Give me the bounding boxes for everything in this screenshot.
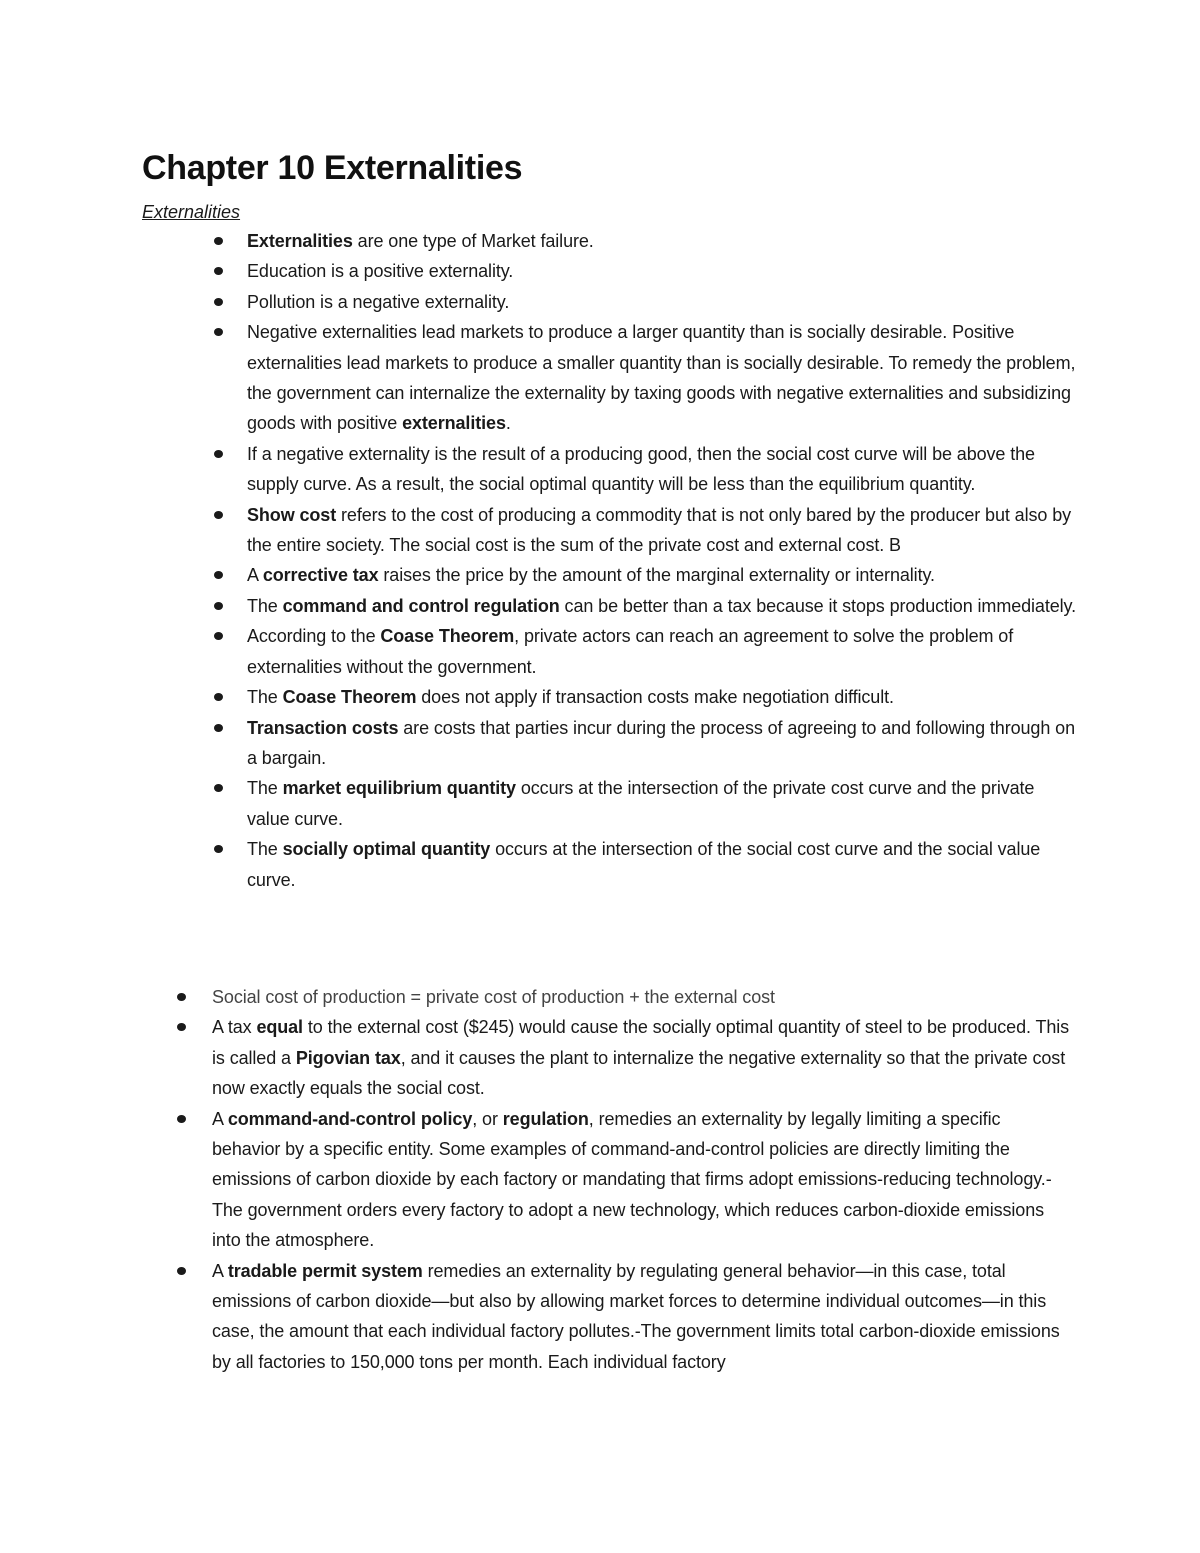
text-segment: The — [247, 778, 283, 799]
section-heading: Externalities — [142, 202, 241, 222]
bullet-icon — [214, 511, 223, 519]
bullet-icon — [214, 298, 223, 306]
page-title: Chapter 10 Externalities — [142, 149, 523, 187]
bold-term: socially optimal quantity — [282, 839, 491, 860]
bullet-icon — [177, 1023, 186, 1031]
bullet-icon — [214, 237, 223, 245]
bold-term: Externalities — [247, 231, 353, 251]
bullet-icon — [214, 328, 223, 336]
bullet-icon — [214, 450, 223, 458]
list-item-command-control-regulation — [247, 591, 1077, 621]
text-segment: A — [212, 1108, 228, 1129]
list-item-market-equilibrium-quantity — [247, 773, 1077, 834]
text-segment: If a negative externality is the result of a producing good, then the social cost curve will be above the supply curve. As a result, the social optimal quantity will be less than the equilibrium quantity. — [247, 443, 1035, 495]
bold-term: Coase Theorem — [282, 687, 417, 708]
list-item-negative-positive-remedy — [247, 317, 1077, 439]
list-item-tradable-permit-system — [212, 1256, 1072, 1378]
text-segment: A — [247, 565, 263, 586]
list-item-coase-theorem — [247, 621, 1077, 682]
list-item-pigovian-tax — [212, 1012, 1072, 1103]
text-segment: The — [247, 687, 283, 708]
bullet-icon — [214, 693, 223, 701]
bullet-icon — [177, 1267, 186, 1275]
text-segment: are one type of Market failure. — [352, 231, 594, 251]
outer-bullet-list — [212, 982, 1072, 1377]
inner-bullet-list — [247, 226, 1077, 895]
text-segment: are costs that parties incur during the process of agreeing to and following through on a bargain. — [247, 717, 1075, 768]
list-item-externalities-market-failure — [247, 226, 1077, 256]
text-segment: does not apply if transaction costs make negotiation difficult. — [416, 687, 894, 708]
list-item-coase-theorem-transaction — [247, 682, 1077, 712]
text-segment: A tax — [212, 1017, 257, 1038]
text-segment: , remedies an externality by legally limiting a specific behavior by a specific entity. Some examples of command-and-control policies are directly limiting the emissions of carbon dioxide by each factory or mandating that firms adopt emissions-reducing technology.-The government orders every factory to adopt a new technology, which reduces carbon-dioxide emissions into the atmosphere. — [212, 1108, 1052, 1251]
bold-term: regulation — [502, 1108, 589, 1129]
bullet-icon — [214, 845, 223, 853]
bullet-icon — [214, 784, 223, 792]
list-item-show-cost — [247, 500, 1077, 561]
bold-term: Pigovian tax — [295, 1047, 401, 1068]
list-item-corrective-tax — [247, 560, 1077, 590]
bold-term: market equilibrium quantity — [282, 778, 516, 799]
text-segment: occurs at the intersection of the social cost curve and the social value curve. — [247, 839, 1041, 890]
text-segment: , or — [472, 1108, 503, 1129]
text-segment: Negative externalities lead markets to produce a larger quantity than is socially desirable. Positive externalities lead markets to produce a smaller quantity than is socially desirable. To remedy the problem, the government can internalize the externality by taxing goods with negative externalities and subsidizing goods with positive — [247, 322, 1076, 434]
bold-term: externalities — [402, 413, 506, 434]
bullet-icon — [214, 632, 223, 640]
text-segment: The — [247, 595, 283, 616]
text-segment: refers to the cost of producing a commodity that is not only bared by the producer but also by the entire society. The social cost is the sum of the private cost and external cost. B — [247, 504, 1072, 556]
bold-term: tradable permit system — [227, 1260, 423, 1281]
list-item-education-positive — [247, 256, 1077, 286]
bullet-icon — [214, 267, 223, 275]
text-segment: , private actors can reach an agreement to solve the problem of externalities without the government. — [247, 626, 1014, 677]
text-segment: A — [212, 1260, 228, 1281]
bullet-icon — [214, 724, 223, 732]
text-segment: . — [505, 413, 511, 434]
text-segment: According to the — [247, 626, 381, 647]
text-segment: occurs at the intersection of the private cost curve and the private value curve. — [247, 778, 1035, 829]
bold-term: command and control regulation — [282, 595, 560, 616]
text-segment: can be better than a tax because it stops production immediately. — [559, 595, 1077, 616]
text-segment: raises the price by the amount of the marginal externality or internality. — [378, 565, 935, 586]
text-segment: The — [247, 839, 283, 860]
list-item-transaction-costs — [247, 713, 1077, 774]
bullet-icon — [177, 1115, 186, 1123]
bold-term: Show cost — [247, 504, 337, 525]
bullet-icon — [214, 602, 223, 610]
text-segment: Social cost of production = private cost of production + the external cost — [212, 987, 775, 1007]
bold-term: command-and-control policy — [227, 1108, 473, 1129]
bold-term: equal — [256, 1017, 303, 1038]
text-segment: Education is a positive externality. — [247, 261, 514, 282]
bullet-icon — [177, 993, 186, 1001]
list-item-socially-optimal-quantity — [247, 834, 1077, 895]
bold-term: Transaction costs — [247, 717, 399, 738]
text-segment: Pollution is a negative externality. — [247, 291, 510, 312]
text-segment: , and it causes the plant to internalize the negative externality so that the private cost now exactly equals the social cost. — [212, 1047, 1066, 1099]
text-segment: remedies an externality by regulating general behavior—in this case, total emissions of carbon dioxide—but also by allowing market forces to determine individual outcomes—in this case, the amount that each individual factory pollutes.-The government limits total carbon-dioxide emissions by all factories to 150,000 tons per month. Each individual factory — [212, 1260, 1060, 1372]
bullet-icon — [214, 571, 223, 579]
text-segment: to the external cost ($245) would cause the socially optimal quantity of steel to be produced. This is called a — [212, 1017, 1070, 1068]
list-item-social-cost-curve — [247, 439, 1077, 500]
bold-term: Coase Theorem — [380, 626, 515, 647]
list-item-pollution-negative — [247, 287, 1077, 317]
list-item-command-and-control-policy — [212, 1104, 1072, 1256]
list-item-social-cost-formula — [212, 982, 1072, 1012]
bold-term: corrective tax — [262, 565, 379, 586]
